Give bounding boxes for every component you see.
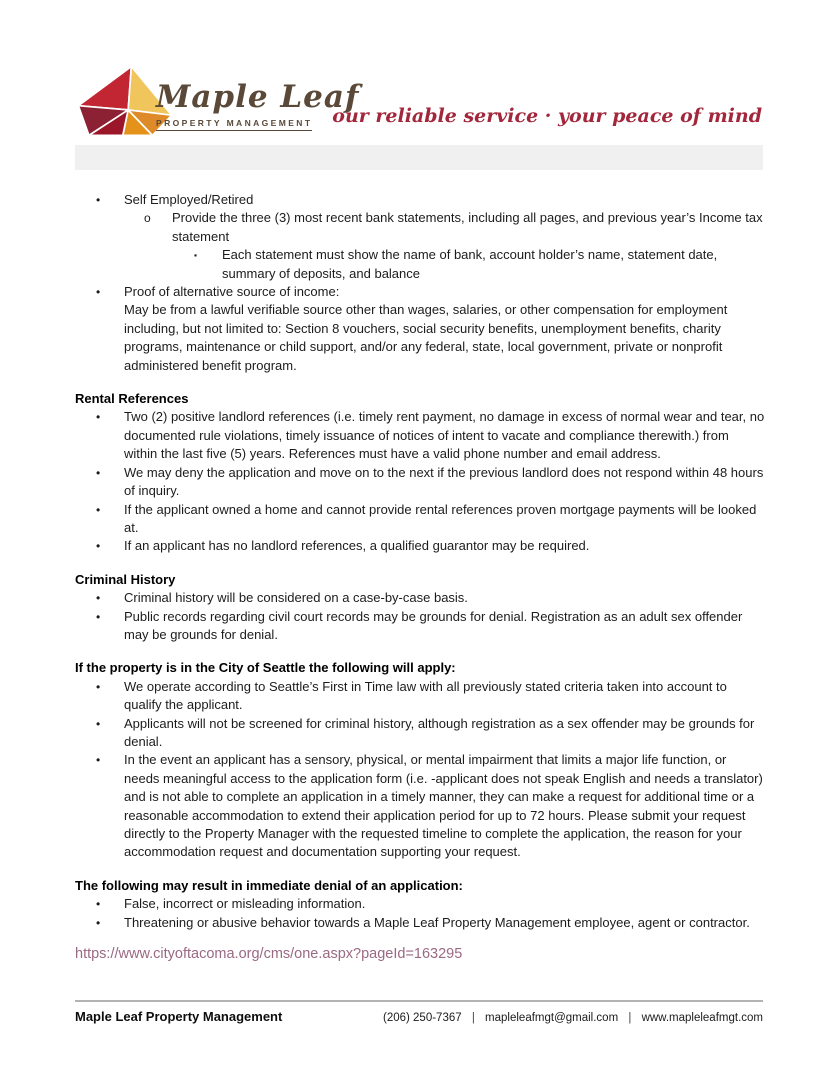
bullet-disc-icon: • — [96, 193, 101, 207]
list-item-text: Criminal history will be considered on a case-by-case basis. — [124, 590, 468, 606]
section-heading: The following may result in immediate denial of an application: — [75, 877, 463, 893]
list-item — [75, 464, 765, 501]
bullet-disc-icon: • — [96, 679, 101, 694]
footer-phone: (206) 250-7367 — [382, 1012, 462, 1024]
list-item-text: If the applicant owned a home and cannot provide rental references proven mortgage payments will be looked at. — [124, 501, 757, 535]
list-item — [75, 678, 765, 715]
brand-name: Maple Leaf — [156, 79, 360, 115]
list-item — [75, 537, 765, 555]
footer-email: mapleleafmgt@gmail.com — [485, 1012, 619, 1024]
bullet-disc-icon: • — [96, 502, 101, 517]
list-item — [75, 209, 765, 246]
bullet-disc-icon: • — [96, 410, 101, 425]
list-item — [75, 191, 765, 209]
list-item-text: False, incorrect or misleading information. — [124, 896, 366, 912]
bullet-disc-icon: • — [96, 897, 101, 912]
doc-section — [75, 571, 765, 645]
list-item-text: Applicants will not be screened for criminal history, although registration as a sex offender may be grounds for denial. — [124, 715, 755, 749]
list-item — [75, 715, 765, 752]
list-item — [75, 589, 765, 607]
footer-separator: | — [471, 1012, 475, 1024]
document-body — [75, 191, 765, 963]
doc-section — [75, 659, 765, 861]
tacoma-info-link[interactable]: https://www.cityoftacoma.org/cms/one.aspx?pageId=163295 — [75, 946, 463, 963]
footer-company-name: Maple Leaf Property Management — [75, 1009, 283, 1024]
list-item — [75, 501, 765, 538]
list-item — [75, 408, 765, 463]
list-item-continuation: May be from a lawful verifiable source other than wages, salaries, or other compensation for employment including, but not limited to: Section 8 vouchers, social security benefits, unemployment benefits, charity programs, maintenance or child support, and/or any federal, state, local government, private or nonprofit administered benefit program. — [124, 302, 728, 373]
section-heading: Criminal History — [75, 571, 176, 587]
list-item-text: Two (2) positive landlord references (i.e. timely rent payment, no damage in excess of normal wear and tear, no documented rule violations, timely issuance of notices of intent to vacate and compliance therewith.) from within the last five (5) years. References must have a valid phone number and email address. — [124, 409, 765, 462]
list-item-text: Public records regarding civil court records may be grounds for denial. Registration as an adult sex offender may be grounds for denial. — [124, 608, 743, 642]
list-item-text: Self Employed/Retired — [124, 192, 254, 207]
bullet-disc-icon: • — [96, 716, 101, 731]
logo-triangle-roof-left — [78, 66, 131, 109]
list-item — [75, 895, 765, 913]
footer-contact-info — [383, 1012, 763, 1024]
doc-section — [75, 877, 765, 932]
company-tagline: our reliable service · your peace of mind — [332, 105, 762, 127]
footer-separator: | — [628, 1012, 632, 1024]
list-item — [75, 751, 765, 861]
list-item-text: Threatening or abusive behavior towards a Maple Leaf Property Management employee, agent or contractor. — [124, 914, 750, 930]
bullet-disc-icon: • — [96, 591, 101, 606]
list-item-text: In the event an applicant has a sensory, physical, or mental impairment that limits a major life function, or needs meaningful access to the application form (i.e. -applicant does not speak English and needs a translator) and is not able to complete an application in a timely manner, they can make a request for additional time or a reasonable accommodation to extend their application period for up to 72 hours. Please submit your request directly to the Property Manager with the requested timeline to complete the application, the reason for your accommodation request and documentation supporting your request. — [124, 752, 763, 860]
page-footer — [75, 1000, 763, 1024]
header-divider-band — [75, 145, 763, 170]
list-item — [75, 283, 765, 301]
list-item — [75, 608, 765, 645]
list-item-text: If an applicant has no landlord references, a qualified guarantor may be required. — [124, 538, 590, 554]
bullet-disc-icon: • — [96, 539, 101, 554]
list-item-text: We may deny the application and move on to the next if the previous landlord does not respond within 48 hours of inquiry. — [124, 464, 764, 499]
brand-subtitle: PROPERTY MANAGEMENT — [156, 118, 312, 131]
list-item-text: Provide the three (3) most recent bank statements, including all pages, and previous year’s Income tax statement — [172, 210, 763, 244]
bullet-circle-icon: o — [144, 211, 151, 226]
list-item-text: Proof of alternative source of income: — [124, 284, 340, 300]
bullet-disc-icon: • — [96, 465, 101, 480]
bullet-disc-icon: • — [96, 753, 101, 768]
doc-section — [75, 191, 765, 375]
list-item — [75, 914, 765, 932]
bullet-square-icon: ▪ — [194, 250, 198, 261]
list-item — [75, 246, 765, 283]
footer-website: www.mapleleafmgt.com — [641, 1012, 763, 1024]
link-row — [75, 945, 765, 963]
doc-section — [75, 390, 765, 556]
bullet-disc-icon: • — [96, 915, 101, 930]
section-heading: If the property is in the City of Seattle the following will apply: — [75, 660, 456, 676]
section-heading: Rental References — [75, 391, 189, 407]
list-item-text: Each statement must show the name of bank, account holder’s name, statement date, summary of deposits, and balance — [222, 247, 718, 281]
logo-wordmark — [156, 79, 360, 131]
list-item-text: We operate according to Seattle’s First in Time law with all previously stated criteria taken into account to qualify the applicant. — [124, 678, 727, 713]
bullet-disc-icon: • — [96, 285, 101, 300]
bullet-disc-icon: • — [96, 609, 101, 624]
